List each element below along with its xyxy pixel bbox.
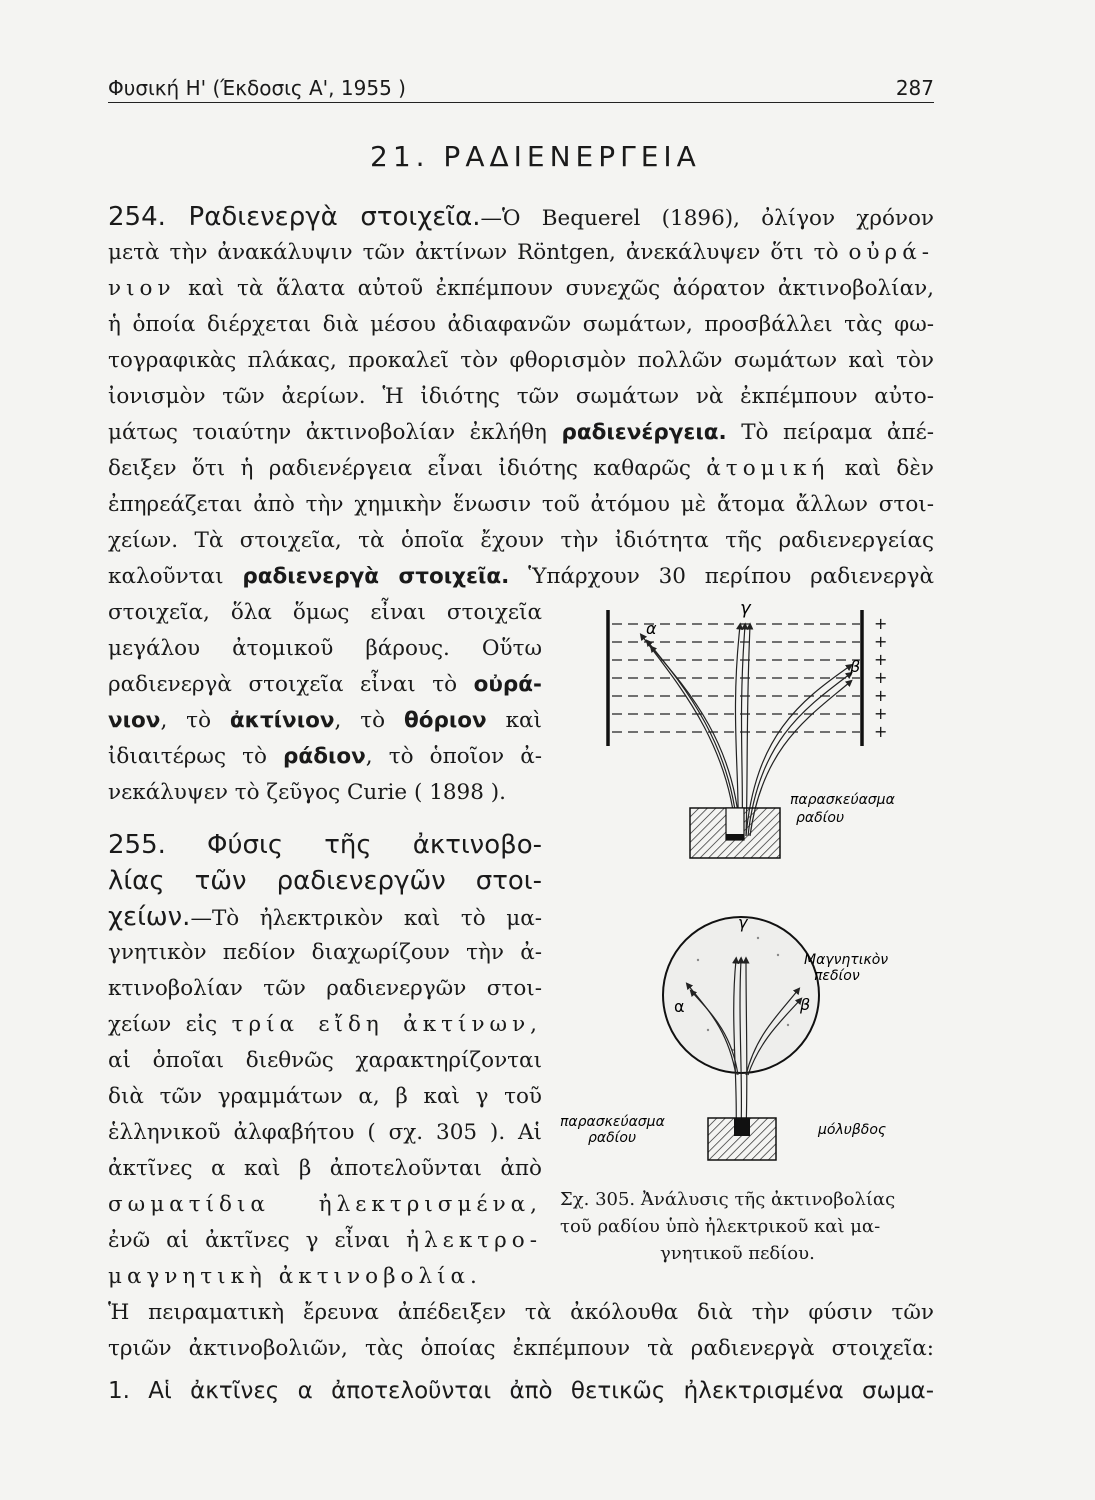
magnetic-field-figure [548,913,938,1160]
s255-heading-3: χείων. [108,902,191,932]
lead-label: μόλυβδος [818,1122,887,1138]
plus-sign: + [874,722,888,741]
s254-line-6: ἰονισμὸν τῶν ἀερίων. Ἡ ἰδιότης τῶν σωμάτων νὰ ἐκπέμπουν αὐτο- [108,384,934,409]
running-header [108,76,934,103]
caption-line-1: Σχ. 305. Ἀνάλυσις τῆς ἀκτινοβολίας [560,1189,896,1210]
plus-sign: + [874,668,888,687]
plus-sign: + [874,614,888,633]
s254-l16c: , τὸ ὁποῖον ἀ- [365,744,542,769]
caption-line-2: τοῦ ραδίου ὑπὸ ἠλεκτρικοῦ καὶ μα- [560,1216,881,1237]
s254-heading: 254. Ραδιενεργὰ στοιχεῖα. [108,202,481,232]
s255-line-11: σωματίδια ἠλεκτρισμένα, [108,1192,542,1217]
alpha-label: α [646,619,657,638]
s255-line-10: ἀκτῖνες α καὶ β ἀποτελοῦνται ἀπὸ [108,1156,542,1181]
s255-l3: —Τὸ ἠλεκτρικὸν καὶ τὸ μα- [190,906,542,931]
s255-line-16: 1. Αἱ ἀκτῖνες α ἀποτελοῦνται ἀπὸ θετικῶς ἠλεκτρισμένα σωμα- [108,1378,934,1404]
s255-line-6 [108,1010,542,1040]
s254-l14a: ραδιενεργὰ στοιχεῖα εἶναι τὸ [108,672,458,697]
gamma-label-2: γ [738,913,748,932]
term-radium: ράδιον [283,744,366,769]
s255-line-15: τριῶν ἀκτινοβολιῶν, τὰς ὁποίας ἐκπέμπουν τὰ ραδιενεργὰ στοιχεῖα: [108,1336,934,1361]
s254-l7a: μάτως τοιαύτην ἀκτινοβολίαν ἐκλήθη [108,420,547,445]
s254-line-13: μεγάλου ἀτομικοῦ βάρους. Οὕτω [108,636,542,661]
caption-line-3: γνητικοῦ πεδίου. [660,1243,815,1264]
s255-line-3 [108,902,542,934]
s254-l2-spaced: οὐρά- [848,240,934,265]
s254-l8a: δειξεν ὅτι ἡ ραδιενέργεια εἶναι ἰδιότης καθαρῶς [108,456,691,481]
s254-line-14 [108,670,542,700]
s254-l16a: ἰδιαιτέρως τὸ [108,744,267,769]
source-label-2: ραδίου [796,810,845,826]
s254-l15f: καὶ [505,708,542,733]
s254-line-10: χείων. Τὰ στοιχεῖα, τὰ ὁποῖα ἔχουν τὴν ἰδιότητα τῆς ραδιενεργείας [108,528,934,553]
magnetic-label-1: Μαγνητικὸν [804,952,889,968]
s254-line-8 [108,454,934,484]
radium-sample [734,1118,750,1136]
header-title: Φυσική Η' (Έκδοσις Α', 1955 ) [108,76,406,100]
s254-l2: μετὰ τὴν ἀνακάλυψιν τῶν ἀκτίνων Röntgen, ἀνεκάλυψεν ὅτι τὸ [108,240,839,265]
s255-line-8: διὰ τῶν γραμμάτων α, β καὶ γ τοῦ [108,1084,542,1109]
s254-l15d: , τὸ [334,708,386,733]
s254-l8c: καὶ δὲν [844,456,934,481]
s254-line-7 [108,418,934,448]
s254-l3-spaced: νιον [108,276,176,301]
s254-l3: καὶ τὰ ἅλατα αὐτοῦ ἐκπέμπουν συνεχῶς ἀόρατον ἀκτινοβολίαν, [188,276,934,301]
s255-line-12 [108,1226,542,1256]
page-number: 287 [895,76,934,100]
s255-line-5: κτινοβολίαν τῶν ραδιενεργῶν στοι- [108,976,542,1001]
s255-l6a: χείων εἰς [108,1012,218,1037]
plus-sign: + [874,704,888,723]
s254-line-5: τογραφικὰς πλάκας, προκαλεῖ τὸν φθορισμὸν πολλῶν σωμάτων καὶ τὸν [108,348,934,373]
plus-sign: + [874,686,888,705]
term-thorium: θόριον [403,708,487,733]
beta-label-2: β [800,995,811,1014]
s254-line-4: ἡ ὁποία διέρχεται διὰ μέσου ἀδιαφανῶν σωμάτων, προσβάλλει τὰς φω- [108,312,934,337]
gamma-label: γ [740,598,751,619]
term-uranium: οὐρά- [473,672,542,697]
s255-l6-spaced: τρία εἴδη ἀκτίνων, [231,1012,542,1037]
s255-line-13: μαγνητικὴ ἀκτινοβολία. [108,1264,482,1289]
s254-l7c: Τὸ πείραμα ἀπέ- [741,420,934,445]
s254-l11a: καλοῦνται [108,564,224,589]
lead-block-top [690,808,780,858]
figure-caption [560,1186,930,1267]
s254-line-9: ἐπηρεάζεται ἀπὸ τὴν χημικὴν ἕνωσιν τοῦ ἀτόμου μὲ ἄτομα ἄλλων στοι- [108,492,934,517]
source-label-1: παρασκεύασμα [790,792,895,808]
source-label-3: παρασκεύασμα [560,1114,665,1130]
s254-line-16 [108,742,542,772]
plus-sign: + [874,632,888,651]
s254-l1: —Ὁ Bequerel (1896), ὀλίγον χρόνον [480,206,934,231]
term-radioactivity: ραδιενέργεια. [561,420,727,445]
s254-line-11 [108,562,934,592]
source-label-4: ραδίου [588,1130,637,1146]
s254-line-2 [108,238,934,268]
s255-line-9: ἑλληνικοῦ ἀλφαβήτου ( σχ. 305 ). Αἱ [108,1120,542,1145]
term-radioactive-elements: ραδιενεργὰ στοιχεῖα. [242,564,510,589]
chapter-title: 21. ΡΑΔΙΕΝΕΡΓΕΙΑ [370,140,701,173]
magnetic-label-2: πεδίον [814,968,860,984]
beta-label: β [850,657,861,676]
term-uranium-end: νιον [108,708,161,733]
s254-line-3 [108,274,934,304]
s254-l8-spaced: ἀτομική [706,456,830,481]
s254-l11c: Ὑπάρχουν 30 περίπου ραδιενεργὰ [528,564,934,589]
alpha-label-2: α [674,997,685,1016]
s254-line-17: νεκάλυψεν τὸ ζεῦγος Curie ( 1898 ). [108,780,506,805]
term-actinium: ἀκτίνιον [229,708,335,733]
s254-line-12: στοιχεῖα, ὅλα ὅμως εἶναι στοιχεῖα [108,600,542,625]
s255-heading-2: λίας τῶν ραδιενεργῶν στοι- [108,866,542,896]
s254-line-15 [108,706,542,736]
s254-l15b: , τὸ [160,708,212,733]
s255-heading-1: 255. Φύσις τῆς ἀκτινοβο- [108,830,542,860]
plus-sign: + [874,650,888,669]
s255-line-4: γνητικὸν πεδίον διαχωρίζουν τὴν ἀ- [108,940,542,965]
s255-line-7: αἱ ὁποῖαι διεθνῶς χαρακτηρίζονται [108,1048,542,1073]
s254-line-1 [108,202,934,234]
s255-line-14: Ἡ πειραματικὴ ἔρευνα ἀπέδειξεν τὰ ἀκόλουθα διὰ τὴν φύσιν τῶν [108,1300,934,1325]
s255-l12a: ἐνῶ αἱ ἀκτῖνες γ εἶναι [108,1228,391,1253]
s255-l12-spaced: ἠλεκτρο- [406,1228,542,1253]
